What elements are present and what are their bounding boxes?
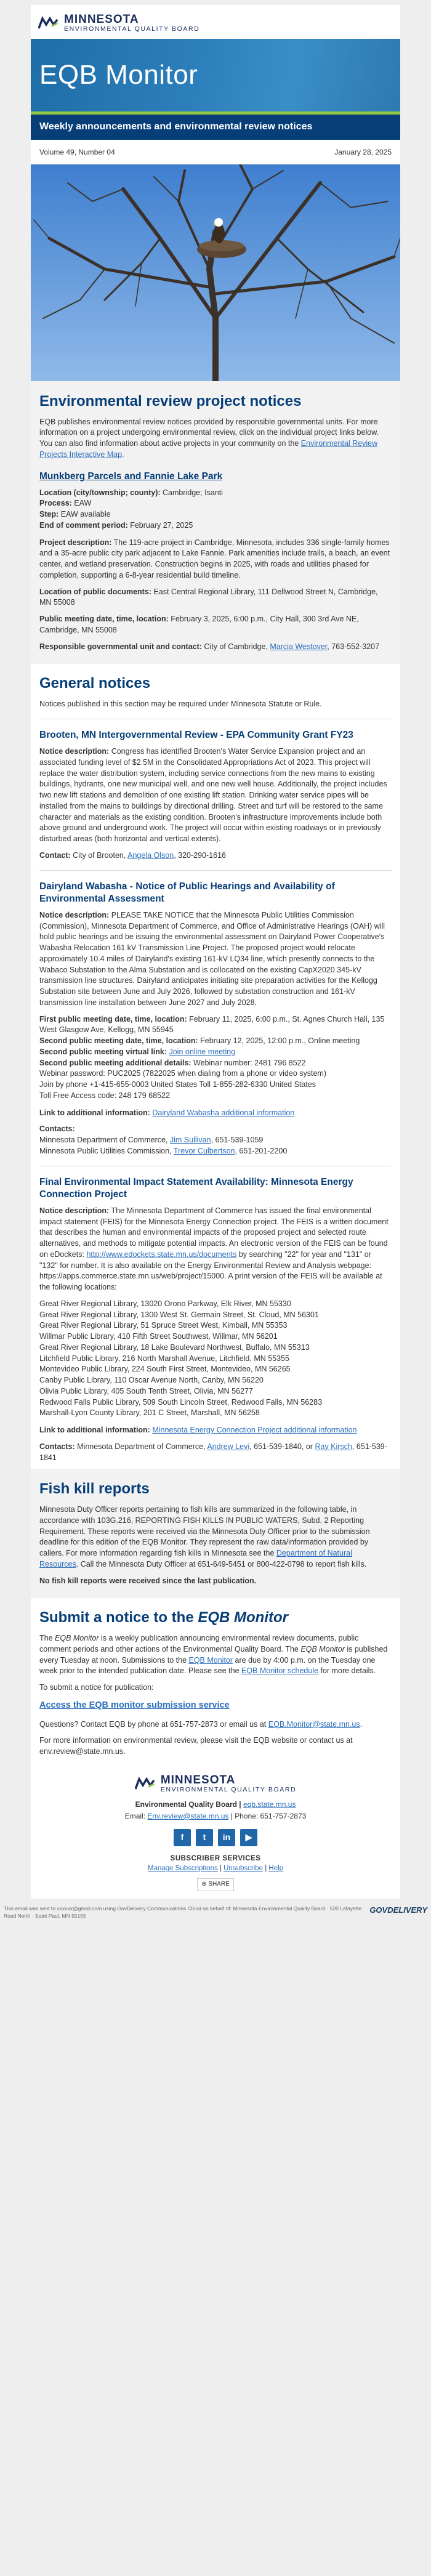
footer-contact-line <box>39 1811 392 1822</box>
contacts-label: Contacts: <box>39 1124 75 1134</box>
more-info-text: For more information on environmental review, please visit the EQB website or contact us at env.review@state.mn.us. <box>39 1736 353 1756</box>
notice-description-label: Notice description: <box>39 1206 110 1215</box>
edockets-link[interactable]: http://www.edockets.state.mn.us/documents <box>86 1250 237 1259</box>
fish-kill-section <box>31 1469 400 1598</box>
project-details <box>31 488 400 653</box>
step-value: EAW available <box>58 510 111 519</box>
library-list <box>39 1299 392 1419</box>
masthead-banner <box>31 39 400 111</box>
board-name: Environmental Quality Board | <box>135 1799 243 1809</box>
library-location: Great River Regional Library, 1300 West St. Germain Street, St. Cloud, MN 56301 <box>39 1310 319 1319</box>
top-band <box>0 0 431 5</box>
section-title-submit <box>39 1609 392 1627</box>
manage-subscriptions-link[interactable]: Manage Subscriptions <box>147 1865 218 1873</box>
to-submit-label: To submit a notice for publication: <box>39 1683 154 1692</box>
volume-number: Volume 49, Number 04 <box>39 147 115 156</box>
meeting-value: February 3, 2025, 6:00 p.m., City Hall, 300 3rd Ave NE, Cambridge, MN 55008 <box>39 615 359 634</box>
library-location: Canby Public Library, 110 Oscar Avenue North, Canby, MN 56220 <box>39 1376 264 1385</box>
first-meeting-label: First public meeting date, time, location: <box>39 1014 187 1024</box>
access-code: Toll Free Access code: 248 179 68522 <box>39 1091 170 1100</box>
submit-body <box>31 1633 400 1758</box>
fish-kill-text: Minnesota Duty Officer reports pertaining to fish kills are summarized in the following table, in accordance with 103G.216, REPORTING FISH KILLS IN PUBLIC WATERS, Subd. 2 Reporting Requirement. These reports were received via the Minnesota Duty Officer prior to the submission deadline for this edition of the EQB Monitor. They represent the raw data/information provided by callers. For more information regarding fish kills in Minnesota see the <box>39 1505 370 1558</box>
meeting-label: Public meeting date, time, location: <box>39 615 169 624</box>
process-value: EAW <box>71 499 92 508</box>
library-location: Montevideo Public Library, 224 South First Street, Montevideo, MN 56265 <box>39 1365 291 1374</box>
submit-text-c: is published every Tuesday at noon. Submissions to the <box>39 1644 388 1665</box>
feis-description-2: by searching "22" for year and "131" or "132" for number. It is also available on the Energy Environmental Review and Analysis webpage: https://apps.commerce.state.mn.us/web/project/15000. A print version of the FEIS will be available at the following locations: <box>39 1250 382 1292</box>
feis-contact-mid: , 651-539-1840, or <box>249 1442 315 1451</box>
contact1-phone: , 651-539-1059 <box>211 1136 264 1145</box>
contact1-org: Minnesota Department of Commerce, <box>39 1136 170 1145</box>
location-value: Cambridge; Isanti <box>160 488 223 497</box>
general-notices-intro <box>31 699 400 710</box>
subscriber-services-heading: SUBSCRIBER SERVICES <box>170 1854 261 1862</box>
rgu-phone: , 763-552-3207 <box>327 642 380 651</box>
contact-label: Contact: <box>39 850 71 860</box>
submit-title-text: Submit a notice to the <box>39 1609 198 1626</box>
questions-end: . <box>360 1719 363 1729</box>
divider <box>39 870 392 871</box>
logo-name: MINNESOTA <box>64 13 139 26</box>
webinar-number: Webinar number: 2481 796 8522 <box>191 1058 306 1067</box>
feis-contact-org: Minnesota Department of Commerce, <box>75 1442 207 1451</box>
step-label: Step: <box>39 510 59 519</box>
help-link[interactable]: Help <box>268 1865 284 1873</box>
process-label: Process: <box>39 499 72 508</box>
issue-info <box>31 140 400 164</box>
general-notices-section <box>31 675 400 1463</box>
fish-kill-text-2: . Call the Minnesota Duty Officer at 651-649-5451 or 800-422-0798 to report fish kills. <box>76 1559 367 1569</box>
library-location: Great River Regional Library, 13020 Orono Parkway, Elk River, MN 55330 <box>39 1299 291 1308</box>
logo-subtitle: ENVIRONMENTAL QUALITY BOARD <box>64 25 200 33</box>
rgu-contact-link[interactable]: Marcia Westover <box>270 642 328 651</box>
submit-text-d: are due by 4:00 p.m. on the Tuesday one week prior to the intended publication date. Please see the <box>39 1655 376 1676</box>
submit-text-a: The <box>39 1634 55 1643</box>
tagline: Weekly announcements and environmental review notices <box>31 115 400 140</box>
additional-info-label: Link to additional information: <box>39 1426 150 1435</box>
submit-text-e: for more details. <box>318 1666 376 1676</box>
additional-details-label: Second public meeting additional details: <box>39 1058 191 1067</box>
webinar-password: Webinar password: PUC2025 (7822025 when dialing from a phone or video system) <box>39 1069 326 1078</box>
social-links <box>39 1829 392 1846</box>
questions-text: Questions? Contact EQB by phone at 651-757-2873 or email us at <box>39 1719 268 1729</box>
dairyland-info-link[interactable]: Dairyland Wabasha additional information <box>152 1108 295 1117</box>
dairyland-description: PLEASE TAKE NOTICE that the Minnesota Public Utilities Commission (Commission), Minnesota Department of Commerce, and Office of Administrative Hearings (OAH) will hold public hearings and be issuing the environmental assessment on Dairyland Power Cooperative's Wabasha Relocation 161 kV Transmission Line Project. The proposed project would relocate approximately 10.4 miles of Dairyland's existing 161-kV LQ34 line, which presently connects to the Wabaco Substation to the Alma Substation and is collocated on the existing CapX2020 345-kV transmission line structures. Dairyland anticipates initiating site preparation activities for the Kellogg Substation site between June and July 2026, followed by substation construction and 161-kV transmission line installation between June 2027 and July 2028. <box>39 910 385 1007</box>
twitter-icon[interactable]: t <box>196 1829 213 1846</box>
contact1-link[interactable]: Jim Sullivan <box>169 1136 211 1145</box>
feis-contact-end: , 651-539-1841 <box>39 1442 387 1462</box>
feis-details <box>31 1206 400 1464</box>
eqb-monitor-link[interactable]: EQB Monitor <box>188 1655 233 1665</box>
monitor-email-link[interactable]: EQB.Monitor@state.mn.us <box>268 1719 360 1729</box>
rgu-label: Responsible governmental unit and contact: <box>39 642 202 651</box>
govdelivery-logo[interactable]: GOVDELIVERY <box>369 1905 427 1915</box>
email-container <box>31 5 400 1899</box>
documents-value: East Central Regional Library, 111 Dellwood Street N, Cambridge, MN 55008 <box>39 587 378 607</box>
phone-number: | Phone: 651-757-2873 <box>228 1811 307 1820</box>
brooten-description: Congress has identified Brooten's Water Service Expansion project and an associated funding level of $2.5M in the Consolidated Appropriations Act of 2023. This project will replace the water distribution system, including service connections from the new mains to existing buildings, hydrants, one new municipal well, and one new well house. Additionally, the project includes two new lift stations and demolition of one existing lift station. Drinking water service pipes will be installed from the mains to buildings by directional drilling. Street and turf will be restored to the same character and materials as the existing condition. Brooten's infrastructure improvements include both above ground and underground work. The project will occur within existing roadways or in previously disturbed areas (both horizontal and vertical extents). <box>39 747 387 844</box>
monitor-schedule-link[interactable]: EQB Monitor schedule <box>241 1666 319 1676</box>
second-meeting-value: February 12, 2025, 12:00 p.m., Online meeting <box>198 1036 360 1046</box>
general-intro-text: Notices published in this section may be required under Minnesota Statute or Rule. <box>39 700 322 709</box>
project-description-label: Project description: <box>39 538 112 547</box>
sent-to-note: This email was sent to xxxxxx@gmail.com using GovDelivery Communications Cloud on behalf of: Minnesota Environmental Quality Board · 520 Lafayette Road North · Saint Paul, MN 55155 <box>4 1905 362 1919</box>
library-location: Willmar Public Library, 410 Fifth Street Southwest, Willmar, MN 56201 <box>39 1332 278 1341</box>
project-title <box>39 470 392 483</box>
masthead-title: EQB Monitor <box>39 59 198 90</box>
library-location: Olivia Public Library, 405 South Tenth Street, Olivia, MN 56277 <box>39 1386 253 1395</box>
second-meeting-label: Second public meeting date, time, location: <box>39 1036 198 1046</box>
subscriber-services: SUBSCRIBER SERVICES Manage Subscriptions | Unsubscribe | Help <box>39 1854 392 1874</box>
share-label: SHARE <box>208 1881 230 1888</box>
env-review-email-link[interactable]: Env.review@state.mn.us <box>147 1811 229 1820</box>
project-description: The 119-acre project in Cambridge, Minnesota, includes 336 single-family homes and a 35-acre public city park adjacent to Lake Fannie. Park amenities include trails, a beach, an event center, and wetland preservation. Construction begins in 2025, with roads and utilities phased for completion, supporting a 6-8-year residential build timeline. <box>39 538 390 579</box>
section-title-general-notices: General notices <box>39 675 151 692</box>
join-online-meeting-link[interactable]: Join online meeting <box>169 1047 236 1056</box>
contacts-label: Contacts: <box>39 1442 75 1451</box>
share-button[interactable] <box>197 1878 234 1891</box>
section-title-fish-kill: Fish kill reports <box>39 1480 150 1498</box>
submit-em-1: EQB Monitor <box>55 1634 99 1643</box>
minnesota-logo-icon <box>135 1777 156 1790</box>
eqb-logo[interactable] <box>31 5 400 39</box>
feis-description: The Minnesota Department of Commerce has issued the final environmental impact statement (FEIS) for the Minnesota Energy Connection project. The FEIS is a written document that describes the human and environmental impacts of the proposed project and selected route alternatives, and methods to mitigate potential impacts. An electronic version of the FEIS can be found on eDockets: <box>39 1206 389 1259</box>
facebook-icon[interactable]: f <box>174 1829 191 1846</box>
environmental-review-intro <box>31 417 400 461</box>
dairyland-title: Dairyland Wabasha - Notice of Public Hearings and Availability of Environmental Assessment <box>39 881 335 904</box>
bottom-note <box>0 1899 431 1926</box>
share-icon: ⊕ <box>201 1881 209 1888</box>
notice-description-label: Notice description: <box>39 747 110 756</box>
rgu-value: City of Cambridge, <box>201 642 270 651</box>
email-label: Email: <box>124 1811 148 1820</box>
logo-subtitle: ENVIRONMENTAL QUALITY BOARD <box>160 1785 297 1793</box>
linkedin-icon[interactable]: in <box>218 1829 235 1846</box>
mec-info-link[interactable]: Minnesota Energy Connection Project additional information <box>152 1426 357 1435</box>
environmental-review-section <box>31 381 400 664</box>
fish-kill-body <box>31 1504 400 1586</box>
contact-andrew-levi-link[interactable]: Andrew Levi <box>207 1442 250 1451</box>
join-by-phone: Join by phone +1-415-655-0003 United States Toll 1-855-282-6330 United States <box>39 1080 316 1089</box>
eagle-nest-photo <box>31 164 400 381</box>
youtube-icon[interactable]: ▶ <box>240 1829 257 1846</box>
project-link[interactable]: Munkberg Parcels and Fannie Lake Park <box>39 470 223 482</box>
end-comment-value: February 27, 2025 <box>127 520 193 530</box>
minnesota-logo-icon <box>38 16 59 30</box>
library-location: Redwood Falls Public Library, 509 South Lincoln Street, Redwood Falls, MN 56283 <box>39 1397 323 1407</box>
submit-title-em: EQB Monitor <box>198 1609 288 1626</box>
submit-em-2: EQB Monitor <box>300 1644 345 1653</box>
website-link[interactable]: eqb.state.mn.us <box>243 1799 296 1809</box>
dnr-link[interactable]: Department of Natural Resources <box>39 1549 352 1569</box>
first-meeting-value: February 11, 2025, 6:00 p.m., St. Agnes Church Hall, 135 West Glasgow Ave, Kellogg, MN 55945 <box>39 1014 385 1035</box>
brooten-contact-link[interactable]: Angela Olson <box>127 850 174 860</box>
interactive-map-link[interactable]: Environmental Review Projects Interactive Map <box>39 439 378 459</box>
section-title-environmental-review: Environmental review project notices <box>39 392 302 410</box>
contact-ray-kirsch-link[interactable]: Ray Kirsch <box>315 1442 352 1451</box>
logo-name: MINNESOTA <box>160 1773 236 1787</box>
contact2-phone: , 651-201-2200 <box>235 1146 288 1155</box>
brooten-contact: City of Brooten, <box>70 850 128 860</box>
unsubscribe-link[interactable]: Unsubscribe <box>224 1865 264 1873</box>
brooten-title: Brooten, MN Intergovernmental Review - EPA Community Grant FY23 <box>39 729 353 740</box>
library-location: Marshall-Lyon County Library, 201 C Street, Marshall, MN 56258 <box>39 1408 260 1418</box>
notice-description-label: Notice description: <box>39 910 110 919</box>
additional-info-label: Link to additional information: <box>39 1108 150 1117</box>
no-reports: No fish kill reports were received since the last publication. <box>39 1576 257 1585</box>
location-label: Location (city/township; county): <box>39 488 161 497</box>
submission-service-link[interactable]: Access the EQB monitor submission service <box>39 1700 230 1710</box>
contact2-org: Minnesota Public Utilities Commission, <box>39 1146 174 1155</box>
brooten-details <box>31 746 400 862</box>
footer-logo[interactable] <box>39 1774 392 1793</box>
end-comment-label: End of comment period: <box>39 520 128 530</box>
contact2-link[interactable]: Trevor Culbertson <box>173 1146 235 1155</box>
library-location: Great River Regional Library, 18 Lake Boulevard Northwest, Buffalo, MN 55313 <box>39 1343 310 1352</box>
library-location: Litchfield Public Library, 216 North Marshall Avenue, Litchfield, MN 55355 <box>39 1354 290 1363</box>
library-location: Great River Regional Library, 51 Spruce Street West, Kimball, MN 55353 <box>39 1321 288 1330</box>
submit-section <box>31 1609 400 1757</box>
dairyland-details <box>31 910 400 1157</box>
footer <box>31 1763 400 1899</box>
virtual-link-label: Second public meeting virtual link: <box>39 1047 167 1056</box>
issue-date: January 28, 2025 <box>334 147 392 156</box>
intro-text: EQB publishes environmental review notices provided by responsible governmental units. For more information on a project undergoing environmental review, click on the individual project links below. You can also find information about active projects in your community on the <box>39 417 379 448</box>
feis-title: Final Environmental Impact Statement Availability: Minnesota Energy Connection Project <box>39 1176 353 1200</box>
documents-label: Location of public documents: <box>39 587 151 596</box>
brooten-phone: , 320-290-1616 <box>174 850 226 860</box>
intro-end: . <box>122 450 124 459</box>
submit-text-b: is a weekly publication announcing environmental review documents, public comment periods and other actions of the Environmental Quality Board. The <box>39 1634 359 1653</box>
footer-board-line <box>39 1799 392 1810</box>
